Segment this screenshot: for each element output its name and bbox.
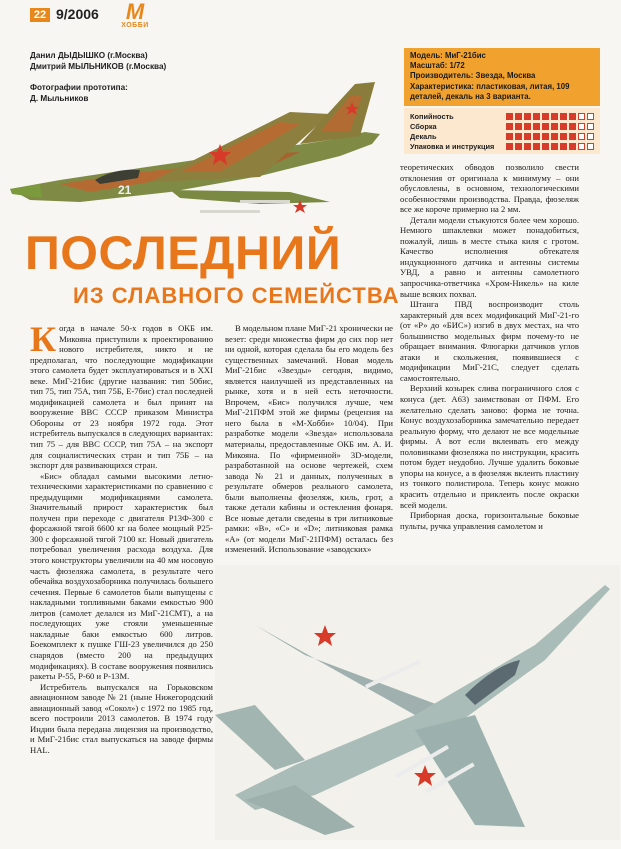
- ratings-panel: [404, 108, 600, 154]
- info-model: Модель: МиГ-21бис: [410, 51, 486, 60]
- rating-cell: [524, 113, 531, 120]
- photo-credit-label: Фотографии прототипа:: [30, 83, 128, 92]
- photo-credit-author: Д. Мыльников: [30, 94, 89, 103]
- rating-cell: [551, 133, 558, 140]
- rating-cell: [506, 133, 513, 140]
- paragraph: теоретических обводов позволило свести отклонения от оригинала к минимуму – они обусловлены, в основном, технологическими особенностями производства. Правда, фюзеляж все же короче примерно на 2 мм.: [400, 162, 579, 215]
- rating-cell: [551, 123, 558, 130]
- rating-cell: [542, 143, 549, 150]
- rating-row: [410, 131, 594, 141]
- rating-cell: [569, 133, 576, 140]
- rating-cell: [569, 143, 576, 150]
- rating-cell: [524, 143, 531, 150]
- rating-cell: [524, 133, 531, 140]
- rating-cell: [533, 143, 540, 150]
- rating-cell: [587, 133, 594, 140]
- rating-cell: [560, 123, 567, 130]
- rating-cell: [587, 123, 594, 130]
- rating-cell: [533, 113, 540, 120]
- rating-cell: [506, 113, 513, 120]
- info-scale: Масштаб: 1/72: [410, 61, 465, 71]
- rating-cell: [524, 123, 531, 130]
- rating-label: Декаль: [410, 131, 437, 141]
- rating-row: [410, 141, 594, 151]
- rating-label: Сборка: [410, 121, 437, 131]
- article-column-2: [225, 323, 393, 568]
- author-credit-1: Данил ДЫДЫШКО (г.Москва): [30, 51, 148, 60]
- rating-cell: [587, 143, 594, 150]
- paragraph: Приборная доска, горизонтальные боковые пульты, ручка управления самолетом и: [400, 510, 579, 531]
- missile: [240, 200, 290, 203]
- rating-cell: [578, 113, 585, 120]
- rating-cell: [560, 133, 567, 140]
- rating-cell: [569, 123, 576, 130]
- rating-row: [410, 111, 594, 121]
- missile: [200, 210, 260, 213]
- rating-cell: [560, 143, 567, 150]
- author-credit-2: Дмитрий МЫЛЬНИКОВ (г.Москва): [30, 62, 167, 71]
- rating-cell: [551, 143, 558, 150]
- rating-cell: [533, 133, 540, 140]
- rating-cell: [515, 143, 522, 150]
- rating-cell: [533, 123, 540, 130]
- article-column-1: [30, 323, 213, 828]
- bottom-aircraft-photo: [215, 565, 620, 840]
- paragraph: Штанга ПВД воспроизводит столь характерный для всех модификаций МиГ-21-го (от «Р» до «БИС») изгиб в двух местах, на что большинство модельных фирм почему-то не обращает внимания. Флюгарки датчиков углов атаки и скольжения, появившиеся с модификации МиГ-21С, следует сделать самостоятельно.: [400, 299, 579, 383]
- top-aircraft-photo: [0, 72, 400, 232]
- article-title: ПОСЛЕДНИЙ: [25, 226, 342, 279]
- rating-bar: [506, 133, 594, 140]
- rating-cell: [515, 123, 522, 130]
- rating-label: Упаковка и инструкция: [410, 141, 495, 151]
- logo-letter: М: [125, 0, 145, 24]
- rating-cell: [578, 143, 585, 150]
- drop-cap: К: [30, 323, 57, 359]
- page-number: 22: [30, 8, 50, 22]
- article-subtitle: ИЗ СЛАВНОГО СЕМЕЙСТВА: [73, 283, 400, 308]
- paragraph: Истребитель выпускался на Горьковском авиационном заводе № 21 (ныне Нижегородский авиационный завод «Сокол») с 1972 по 1985 год, всего построили 2013 самолетов. В 1974 году Индии была передана лицензия на производство, и МиГ-21бис стал выпускаться на заводе фирмы HAL.: [30, 681, 213, 755]
- rating-cell: [542, 133, 549, 140]
- rating-bar: [506, 143, 594, 150]
- rating-cell: [551, 113, 558, 120]
- issue-number: 9/2006: [56, 6, 99, 22]
- rating-bar: [506, 113, 594, 120]
- rating-cell: [542, 123, 549, 130]
- aircraft-number: 21: [118, 183, 132, 197]
- rating-cell: [515, 113, 522, 120]
- info-maker: Производитель: Звезда, Москва: [410, 71, 536, 81]
- article-column-3: [400, 162, 579, 582]
- rating-cell: [578, 133, 585, 140]
- rating-cell: [560, 113, 567, 120]
- rating-cell: [506, 123, 513, 130]
- rating-cell: [587, 113, 594, 120]
- logo-word: ХОББИ: [121, 22, 149, 29]
- rating-bar: [506, 123, 594, 130]
- rating-cell: [569, 113, 576, 120]
- rating-label: Копийность: [410, 111, 454, 121]
- rating-cell: [515, 133, 522, 140]
- rating-cell: [542, 113, 549, 120]
- magazine-logo: [118, 2, 152, 28]
- rating-row: [410, 121, 594, 131]
- paragraph: В модельном плане МиГ-21 хронически не везет: среди множества фирм до сих пор нет ни одной, которая сделала бы его модель без существенных замечаний. Новая модель МиГ-21бис «Звезды» сегодня, видимо, является наилучшей из представленных на рынке, хотя и в ней есть неточности. Впрочем, «Бис» получился лучше, чем МиГ-21ПФМ этой же фирмы (рецензия на него была в «М-Хобби» 10/04). При разработке модели «Звезда» использовала материалы, предоставленные ОКБ им. А. И. Микояна. По «фирменной» 3D-модели, разработанной на основе чертежей, схем завода № 21 и данных, полученных в результате обмеров реального самолета, были выполнены фюзеляж, киль, грот, а также детали кабины и остекления фонаря. Все новые детали сведены в три литниковые рамки: «В», «С» и «D»; литниковая рамка «А» (от модели МиГ-21ПФМ) осталась без изменений. Использование «заводских»: [225, 323, 393, 555]
- rating-cell: [578, 123, 585, 130]
- paragraph: Детали модели стыкуются более чем хорошо. Немного шпаклевки может понадобиться, пожалуй, лишь в месте стыка киля с гротом. Качество исполнения обтекателя индукционного датчика и антенны системы УВД, а равно и антенны самолетного запросчика-ответчика «Хром-Никель» на киле выше всяких похвал.: [400, 214, 579, 299]
- rating-cell: [506, 143, 513, 150]
- paragraph: Верхний козырек слива пограничного слоя с конуса (дет. А63) заимствован от ПФМ. Его желательно сделать заново: форма не точна. Конус воздухозаборника замечательно передает реальную форму, что делают не все модельные фирмы. А вот если вклеивать его между половинками фюзеляжа по инструкции, красить потом будет неудобно. Лучше удалить боковые упоры на конусе, а в фюзеляж вклеить пластину из тонкого полистирола. Теперь конус можно красить отдельно и приклеить после окраски всей модели.: [400, 383, 579, 510]
- paragraph: «Бис» обладал самыми высокими летно-техническими характеристиками по сравнению с предыдущими модификациями самолета. Значительный прирост характеристик был получен при переходе с двигателя Р13Ф-300 с форсажной тягой 6600 кг на более мощный Р25-300 с форсажной тягой 7100 кг. Новый двигатель потребовал увеличения расхода воздуха. Для этого конструкторы увеличили на 40 мм носовую часть фюзеляжа самолета, в результате чего обечайка воздухозаборника получилась большего сечения. Первые 6 самолетов были выпущены с накладными топливными баками емкостью 900 литров (самолет делался из МиГ-21СМТ), а на последующих уже стояли уменьшенные накладные баки емкостью 600 литров. Боекомплект к пушке ГШ-23 увеличился до 250 снарядов (вместо 200 на предыдущих модификациях). В составе вооружения появились ракеты Р-55, Р-60 и Р-13М.: [30, 470, 213, 682]
- paragraph: огда в начале 50-х годов в ОКБ им. Микояна приступили к проектированию нового истребителя, никто и не предполагал, что последующие модификации этого самолета будет эксплуатироваться и в XXI веке. МиГ-21бис (другие названия: тип 50бис, тип 75, тип 75А, тип 75Б, Е-7бис) стал последней модификацией самолета и был принят на вооружение ВВС СССР приказом Министра Обороны от 23 ноября 1972 года. Этот истребитель выпускался в следующих вариантах: тип 75 – для ВВС СССР, тип 75А – на экспорт для социалистических стран и тип 75Б – на экспорт для развивающихся стран.: [30, 323, 213, 471]
- info-description: Характеристика: пластиковая, литая, 109 деталей, декаль на 3 варианта.: [410, 81, 570, 101]
- model-info-box: [404, 48, 600, 106]
